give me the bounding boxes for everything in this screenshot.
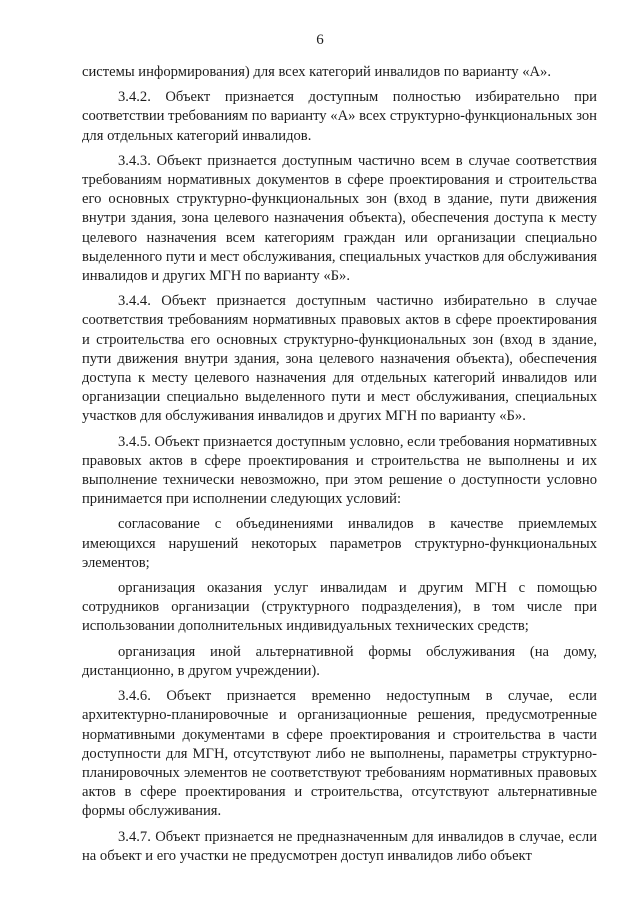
paragraph-3-4-6: 3.4.6. Объект признается временно недоступным в случае, если архитектурно-планировочные и организационные решения, предусмотренные нормативными документами в сфере проектирования и строительства в части доступности для МГН, отсутствуют либо не выполнены, параметры структурно-планировочных элементов не соответствуют требованиям нормативных правовых актов в сфере проектирования и строительства, отсутствуют альтернативные формы обслуживания. bbox=[82, 688, 597, 820]
paragraph-3-4-2: 3.4.2. Объект признается доступным полностью избирательно при соответствии требованиям по варианту «А» всех структурно-функциональных зон для отдельных категорий инвалидов. bbox=[82, 89, 597, 144]
condition-item-2: организация оказания услуг инвалидам и другим МГН с помощью сотрудников организации (структурного подразделения), в том числе при использовании дополнительных индивидуальных технических средств; bbox=[82, 580, 597, 635]
page-number: 6 bbox=[316, 32, 324, 48]
paragraph-continuation: системы информирования) для всех категорий инвалидов по варианту «А». bbox=[82, 64, 551, 80]
document-body bbox=[82, 63, 597, 866]
paragraph-3-4-5: 3.4.5. Объект признается доступным условно, если требования нормативных правовых актов в сфере проектирования и строительства не выполнены и их выполнение технически невозможно, при этом решение о доступности условно принимается при исполнении следующих условий: bbox=[82, 433, 597, 508]
condition-item-3: организация иной альтернативной формы обслуживания (на дому, дистанционно, в другом учреждении). bbox=[82, 643, 597, 679]
paragraph-3-4-4: 3.4.4. Объект признается доступным частично избирательно в случае соответствия требованиям нормативных правовых актов в сфере проектирования и строительства его основных структурно-функциональных зон (вход в здание, пути движения внутри здания, зона целевого назначения объекта), обеспечения доступа к месту целевого назначения для отдельных категорий инвалидов или организации специально выделенного пути и мест обслуживания, специальных участков для обслуживания инвалидов и других МГН по варианту «Б». bbox=[82, 293, 597, 425]
paragraph-3-4-3: 3.4.3. Объект признается доступным частично всем в случае соответствия требованиям нормативных документов в сфере проектирования и строительства его основных структурно-функциональных зон (вход в здание, пути движения внутри здания, зона целевого назначения объекта), обеспечения доступа к месту целевого назначения всем категориям граждан или организации специально выделенного пути и мест обслуживания, специальных участков для обслуживания инвалидов и других МГН по варианту «Б». bbox=[82, 152, 597, 285]
condition-item-1: согласование с объединениями инвалидов в качестве приемлемых имеющихся нарушений некоторых параметров структурно-функциональных элементов; bbox=[82, 516, 597, 571]
paragraph-3-4-7: 3.4.7. Объект признается не предназначенным для инвалидов в случае, если на объект и его участки не предусмотрен доступ инвалидов либо объект bbox=[82, 828, 597, 864]
